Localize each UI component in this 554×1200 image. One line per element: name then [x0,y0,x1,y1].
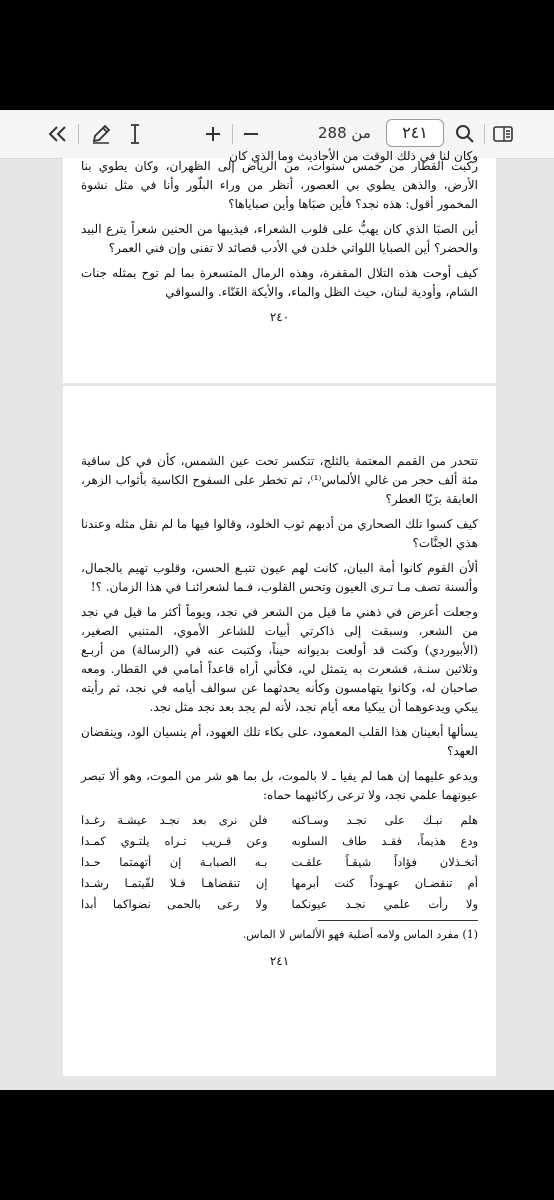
poem [81,811,478,914]
poem-verse: أتخـذلان فؤاداً شيقـاً علقـت [291,855,478,869]
poem-verse: هلم نبـك على نجـد وسـاكنه [291,813,478,827]
paragraph: ألأن القوم كانوا أمة البيان، كانت لهم عيون تتبـع الحسن، وقلوب تهيم بالجمال، وألسنة تصف مـا تـرى العيون وتحس القلوب، فـما لشعرائنـا في هذا الزمان. ؟! [81,561,478,594]
paragraph: يسألها أبعينان هذا القلب المعمود، على بكاء تلك العهود، أم ينسيان الود، وينقضان العهد؟ [81,725,478,758]
poem-verse: إن تنقضاهـا فـلا لقّيتمـا رشـدا [81,876,268,890]
toolbar-separator [484,124,485,144]
book-page-240 [63,149,496,383]
poem-verse: بـه الصبابـة إن أتهمتما حـدا [81,855,268,869]
poem-verse: فلن نرى بعد نجـد عيشـة رغـدا [81,813,268,827]
book-page-241 [63,386,496,1076]
reader-screen [0,110,554,1090]
page-number: ٢٤١ [269,954,290,968]
paragraph: ركبت القطار من خمس سنوات، من الرياض إلى الظهران، وكان يطوي بنا الأرض، والذهن يطوي بي العصور، أنظر من وراء البلّور وأنا في مثل نشوة المخمور أقول: هذه نجد؟ فأين صبَاها وأين صباياها؟ [81,159,478,211]
paragraph: كيف أوحت هذه التلال المقفرة، وهذه الرمال المتسعرة بما لم توح بمثله جنات الشام، وأودية لبنان، حيث الظل والماء، والأيكة الغَنّاء. والسواقي [81,266,478,299]
paragraph: تتحدر من القمم المعتمة بالثلج، تتكسر تحت عين الشمس، كأن في كل ساقية مئة ألف حجر من غالي الألماس⁽¹⁾، ثم تخطر على السفوح الكاسية بأثواب الزهر، العابقة برَيّا العطر؟ [81,454,478,506]
page-number: ٢٤٠ [269,310,290,324]
paragraph: أين الصبَا الذي كان يهبُّ على قلوب الشعراء، فيذيبها من الحنين شعراً يترع البيد والحضر؟ أين الصبايا اللواتي خلدن في الأدب قصائد لا تفنى وإن فني العمر؟ [81,222,478,255]
poem-verse: وعن قـريب تـراه يلتـوي كمـدا [81,834,268,848]
page-number-input[interactable]: ٢٤١ [386,119,444,147]
poem-verse: ودع هذيماً، فقـد طاف السلوبه [291,834,478,848]
cut-off-line: وكان لنا في ذلك الوقت من الأحاديث وما الذي كان [229,149,478,163]
poem-verse: ولا رأت علمي نجـد عيونكما [291,897,478,911]
footnote-divider [318,920,478,921]
paragraph: كيف كسوا تلك الصحاري من أدبهم ثوب الخلود، وقالوا فيها ما لم نقل مثله وعندنا هذي الجنَّات؟ [81,517,478,550]
poem-verse: أم تنقضـان عهـوداً كنت أبرمها [291,876,478,890]
paragraph: ويدعو عليهما إن هما لم يفيا ـ لا بالموت، بل بما هو شر من الموت، وهو ألا تبصر عيونهما علمي نجد، ولا ترعى ركائبهما حماه: [81,769,478,802]
toolbar-separator [232,124,233,144]
footnote: (1) مفرد الماس ولامه أصلية فهو الألماس لا الماس. [242,928,478,941]
paragraph: وجعلت أعرض في ذهني ما قيل من الشعر في نجد، ويوماً أكثر ما قيل في نجد من الشعر، وسبقت إلى ذاكرتي أبيات للشاعر الأموي، المتنبي الصغير، (الأبيوردي) وكنت قد أولعت بديوانه حيناً، وكتبت عنه في (الرسالة) من أربـع وثلاثين سنـة، فشعرت به يتمثل لي، فكأني أراه قاعداً أمامي في القطار. ومعه صاحبان له، وكانوا يتهامسون وكأنه يحدثهما عن سوالف أيامه في نجد، ثم رأيته يبكي ويدعوهما أن يبكيا معه أيام نجد، لأنه لم يجد بعد نجد مثل نجد. [81,605,478,714]
sidebar-icon[interactable] [488,110,518,158]
poem-verse: ولا رعى بالحمى نضواكما أبدا [81,897,268,911]
toolbar-separator [78,124,79,144]
page-total-label: من 288 [318,124,371,142]
double-chevron-icon[interactable] [40,110,76,158]
